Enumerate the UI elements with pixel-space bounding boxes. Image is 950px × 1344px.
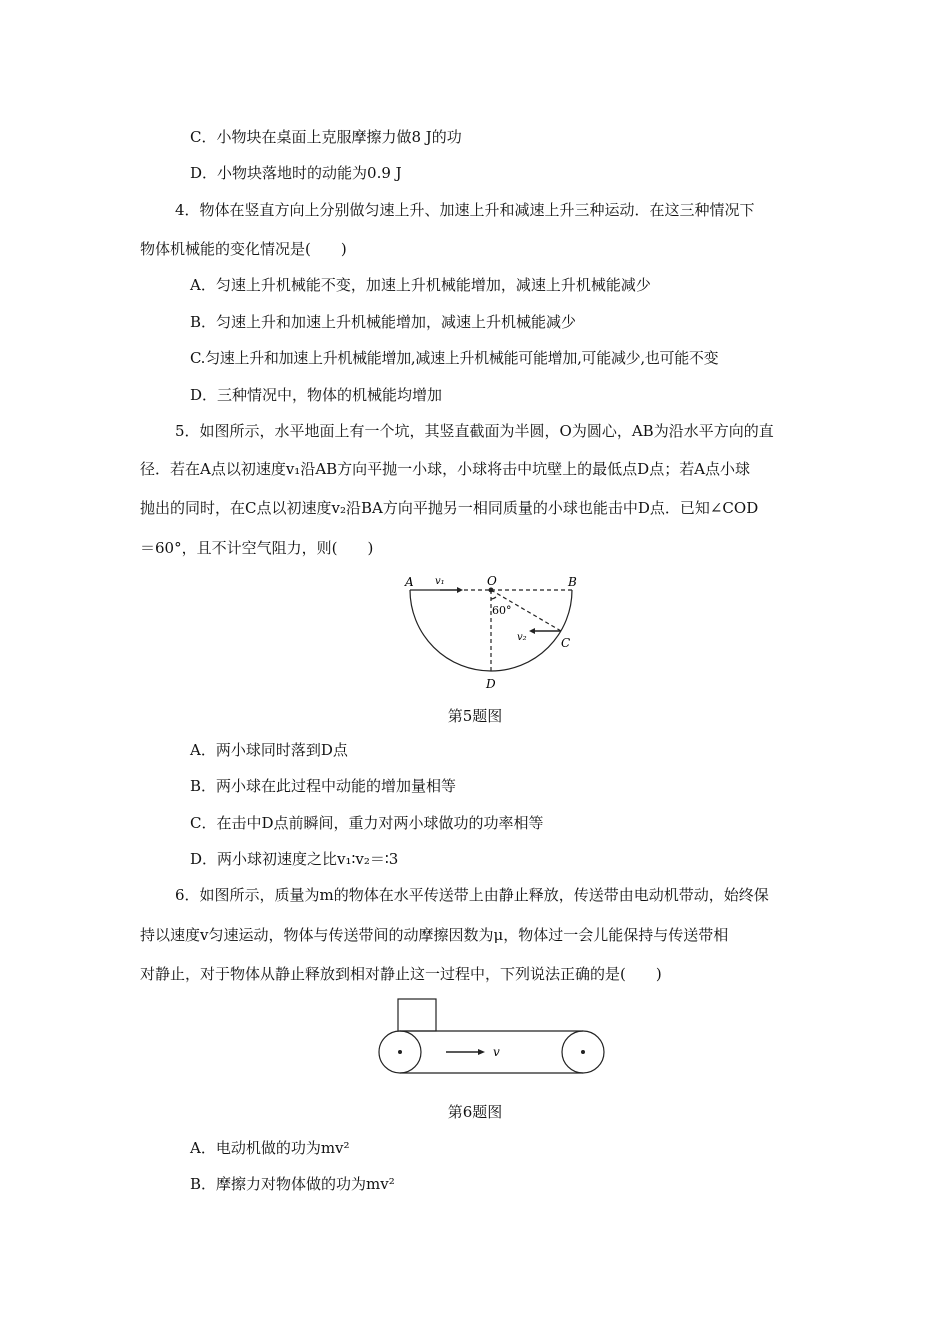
q4-option-b: B．匀速上升和加速上升机械能增加，减速上升机械能减少 — [190, 313, 577, 331]
q5-option-b: B．两小球在此过程中动能的增加量相等 — [190, 777, 457, 795]
left-pulley-axle — [398, 1050, 402, 1054]
q5-option-d: D．两小球初速度之比v₁∶v₂＝∶3 — [190, 850, 399, 868]
q5-stem-line3: 抛出的同时，在C点以初速度v₂沿BA方向平抛另一相同质量的小球也能击中D点．已知∠COD — [140, 499, 759, 517]
q5-stem-line4: ＝60°，且不计空气阻力，则( ) — [140, 539, 374, 557]
label-d: D — [486, 677, 496, 691]
q4-option-c: C.匀速上升和加速上升机械能增加,减速上升机械能可能增加,可能减少,也可能不变 — [190, 349, 719, 367]
label-b: B — [568, 575, 577, 589]
q5-figure-semicircle-pit — [395, 570, 590, 695]
label-v: v — [493, 1045, 500, 1059]
label-o: O — [487, 574, 497, 588]
q5-option-c: C．在击中D点前瞬间，重力对两小球做功的功率相等 — [190, 814, 544, 832]
q5-figure-caption: 第5题图 — [447, 707, 503, 725]
q6-stem-line1: 6．如图所示，质量为m的物体在水平传送带上由静止释放，传送带由电动机带动，始终保 — [175, 886, 769, 904]
label-a: A — [405, 575, 414, 589]
q3-option-c: C．小物块在桌面上克服摩擦力做8 J的功 — [190, 128, 462, 146]
q5-stem-line1: 5．如图所示，水平地面上有一个坑，其竖直截面为半圆，O为圆心，AB为沿水平方向的直 — [175, 422, 774, 440]
v-arrowhead — [478, 1049, 485, 1055]
q6-option-a: A．电动机做的功为mv² — [190, 1139, 350, 1157]
q5-option-a: A．两小球同时落到D点 — [190, 741, 348, 759]
q3-option-d: D．小物块落地时的动能为0.9 J — [190, 164, 402, 182]
q6-figure-conveyor-belt — [370, 995, 615, 1085]
right-pulley-axle — [581, 1050, 585, 1054]
center-o-dot — [489, 588, 494, 593]
q4-stem-line2: 物体机械能的变化情况是( ) — [140, 240, 347, 258]
block-mass-m — [398, 999, 436, 1031]
q6-stem-line3: 对静止，对于物体从静止释放到相对静止这一过程中，下列说法正确的是( ) — [140, 965, 662, 983]
q6-figure-caption: 第6题图 — [447, 1103, 503, 1121]
q4-option-d: D．三种情况中，物体的机械能均增加 — [190, 386, 443, 404]
q6-stem-line2: 持以速度v匀速运动，物体与传送带间的动摩擦因数为μ，物体过一会儿能保持与传送带相 — [140, 926, 729, 944]
label-angle-60: 60° — [492, 604, 512, 617]
label-v1: v₁ — [435, 576, 445, 587]
q6-option-b: B．摩擦力对物体做的功为mv² — [190, 1175, 395, 1193]
label-c: C — [561, 636, 571, 650]
label-v2: v₂ — [517, 632, 527, 643]
q4-option-a: A．匀速上升机械能不变，加速上升机械能增加，减速上升机械能减少 — [190, 276, 651, 294]
v2-arrowhead — [529, 628, 535, 634]
v1-arrowhead — [457, 587, 463, 593]
angle-arc — [491, 597, 496, 599]
q4-stem-line1: 4．物体在竖直方向上分别做匀速上升、加速上升和减速上升三种运动．在这三种情况下 — [175, 201, 755, 219]
q5-stem-line2: 径．若在A点以初速度v₁沿AB方向平抛一小球，小球将击中坑壁上的最低点D点；若A点小球 — [140, 460, 751, 478]
